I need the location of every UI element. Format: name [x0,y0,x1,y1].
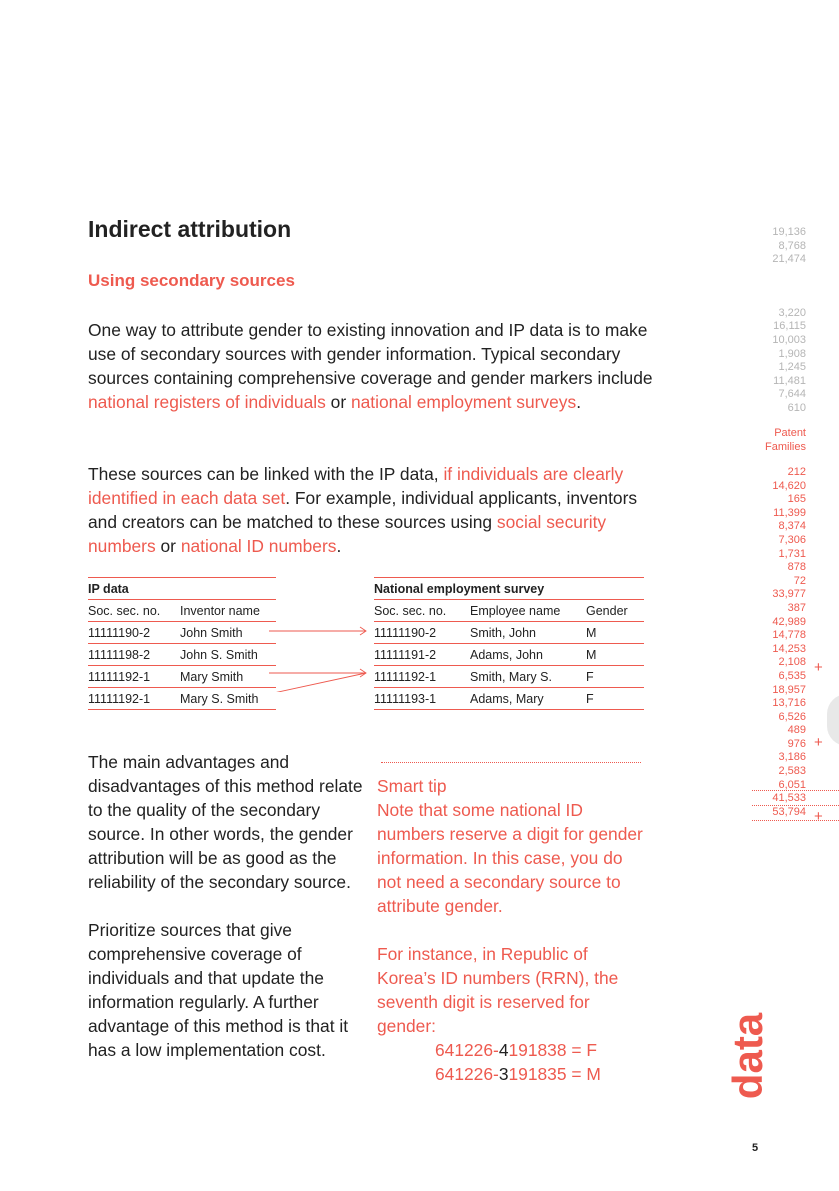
margin-number: 33,977 [772,588,806,601]
page-tab-marker [827,694,839,746]
table-header: Gender [586,600,644,622]
margin-number: 878 [787,561,806,574]
label-line: Patent [774,427,806,439]
margin-number: 3,186 [778,751,806,764]
highlight-text: if individuals are clearly identified in each data set [88,464,624,508]
margin-number: 165 [787,493,806,506]
id-prefix: 641226- [435,1040,499,1060]
tip-body: Note that some national ID numbers reserve a digit for gender information. In this case, you do not need a secondary source to attribute gender. [377,800,643,916]
table-title: National employment survey [374,578,644,600]
gender-digit: 3 [498,1064,509,1084]
table-cell: John Smith [180,622,276,644]
id-example-male [377,1062,647,1086]
margin-number: 2,583 [778,765,806,778]
margin-number: 19,136 [772,226,806,238]
table-cell: 11111192-1 [374,666,470,688]
margin-number: 7,306 [778,533,806,546]
plus-icon: + [814,659,823,676]
margin-number: 11,399 [773,506,806,519]
page-title: Indirect attribution [88,216,292,242]
text: . [336,536,342,556]
spacer [740,267,806,307]
table-cell: 11111190-2 [374,622,470,644]
highlight-text: national registers of individuals [88,392,326,412]
margin-number: 6,535 [778,669,806,682]
linking-paragraph [88,462,668,558]
table-cell: 11111192-1 [88,688,180,710]
margin-number: 8,374 [778,520,806,533]
tip-divider [381,762,641,763]
highlight-text: national ID numbers [180,536,337,556]
margin-number: 1,908 [778,347,806,360]
prioritize-paragraph: Prioritize sources that give comprehensive coverage of individuals and that update the information regularly. A further advantage of this method is that it has a low implementation cost. [88,920,349,1060]
highlight-text: social security numbers [88,512,607,556]
employment-survey-table [374,577,644,710]
table-header: Employee name [470,600,586,622]
section-side-label: data [724,1012,771,1100]
margin-number: 387 [787,601,806,614]
tip-title: Smart tip [377,776,447,796]
match-arrows [266,620,372,692]
margin-numbers [740,226,806,416]
table-cell: John S. Smith [180,644,276,666]
margin-number: 16,115 [773,320,806,333]
margin-number: 11,481 [773,374,806,387]
spacer [88,894,368,918]
text: or [325,392,351,412]
text: or [155,536,181,556]
margin-number: 14,620 [772,479,806,492]
margin-number: 53,794 [772,805,806,818]
margin-number: 1,731 [778,547,806,560]
margin-number: 610 [787,401,806,414]
table-title: IP data [88,578,276,600]
id-example-female [377,1038,647,1062]
margin-number: 6,051 [778,778,806,791]
table-cell: Adams, Mary [470,688,586,710]
margin-number: 7,644 [778,388,806,401]
page-number: 5 [752,1142,759,1154]
margin-number: 2,108 [778,656,806,669]
table-cell: Adams, John [470,644,586,666]
margin-number: 8,768 [778,239,806,252]
margin-number: 489 [787,724,806,737]
margin-number: 976 [787,737,806,750]
match-arrow [269,673,366,692]
table-cell: 11111198-2 [88,644,180,666]
margin-number: 18,957 [772,683,806,696]
margin-number: 72 [793,574,806,587]
id-suffix: 191838 = F [508,1040,597,1060]
margin-number: 10,003 [772,333,806,346]
text: . For example, individual applicants, inventors and creators can be matched to these sources using [88,488,638,532]
smart-tip-box [377,774,647,1086]
tip-example-intro: For instance, in Republic of Korea’s ID numbers (RRN), the seventh digit is reserved for gender: [377,944,619,1036]
dotted-rule [752,820,839,821]
table-cell: 11111190-2 [88,622,180,644]
advantages-column [88,750,368,1062]
margin-number: 3,220 [778,306,806,319]
margin-number: 1,245 [778,361,806,374]
text: One way to attribute gender to existing innovation and IP data is to make use of secondary sources with gender information. Typical secondary sources containing comprehensive coverage and gender markers include [88,320,653,388]
table-cell: M [586,622,644,644]
intro-paragraph [88,318,668,414]
spacer [377,918,647,942]
table-cell: F [586,666,644,688]
id-prefix: 641226- [435,1064,499,1084]
patent-families-label [740,426,806,454]
table-cell: Smith, Mary S. [470,666,586,688]
margin-number: 6,526 [778,710,806,723]
table-cell: F [586,688,644,710]
label-line: Families [765,441,806,453]
table-cell: Mary Smith [180,666,276,688]
text: . [576,392,582,412]
margin-number: 21,474 [772,253,806,266]
advantages-paragraph: The main advantages and disadvantages of this method relate to the quality of the secondary source. In other words, the gender attribution will be as good as the reliability of the secondary source. [88,752,363,892]
table-cell: 11111193-1 [374,688,470,710]
table-cell: 11111191-2 [374,644,470,666]
margin-numbers-red [740,466,806,819]
dotted-rule [752,790,839,791]
plus-icon: + [814,808,823,825]
table-header: Soc. sec. no. [374,600,470,622]
id-suffix: 191835 = M [508,1064,601,1084]
margin-number: 13,716 [772,697,806,710]
margin-number: 41,533 [772,792,806,805]
margin-number: 14,778 [772,629,806,642]
table-cell: 11111192-1 [88,666,180,688]
table-header: Soc. sec. no. [88,600,180,622]
section-subtitle: Using secondary sources [88,271,295,290]
gender-digit: 4 [498,1040,509,1060]
table-cell: M [586,644,644,666]
margin-number: 42,989 [772,615,806,628]
table-header: Inventor name [180,600,276,622]
text: These sources can be linked with the IP data, [88,464,444,484]
highlight-text: national employment surveys [350,392,577,412]
margin-number: 212 [787,466,806,478]
margin-number: 14,253 [772,642,806,655]
table-cell: Mary S. Smith [180,688,276,710]
ip-data-table [88,577,276,710]
table-cell: Smith, John [470,622,586,644]
dotted-rule [752,805,839,806]
plus-icon: + [814,734,823,751]
